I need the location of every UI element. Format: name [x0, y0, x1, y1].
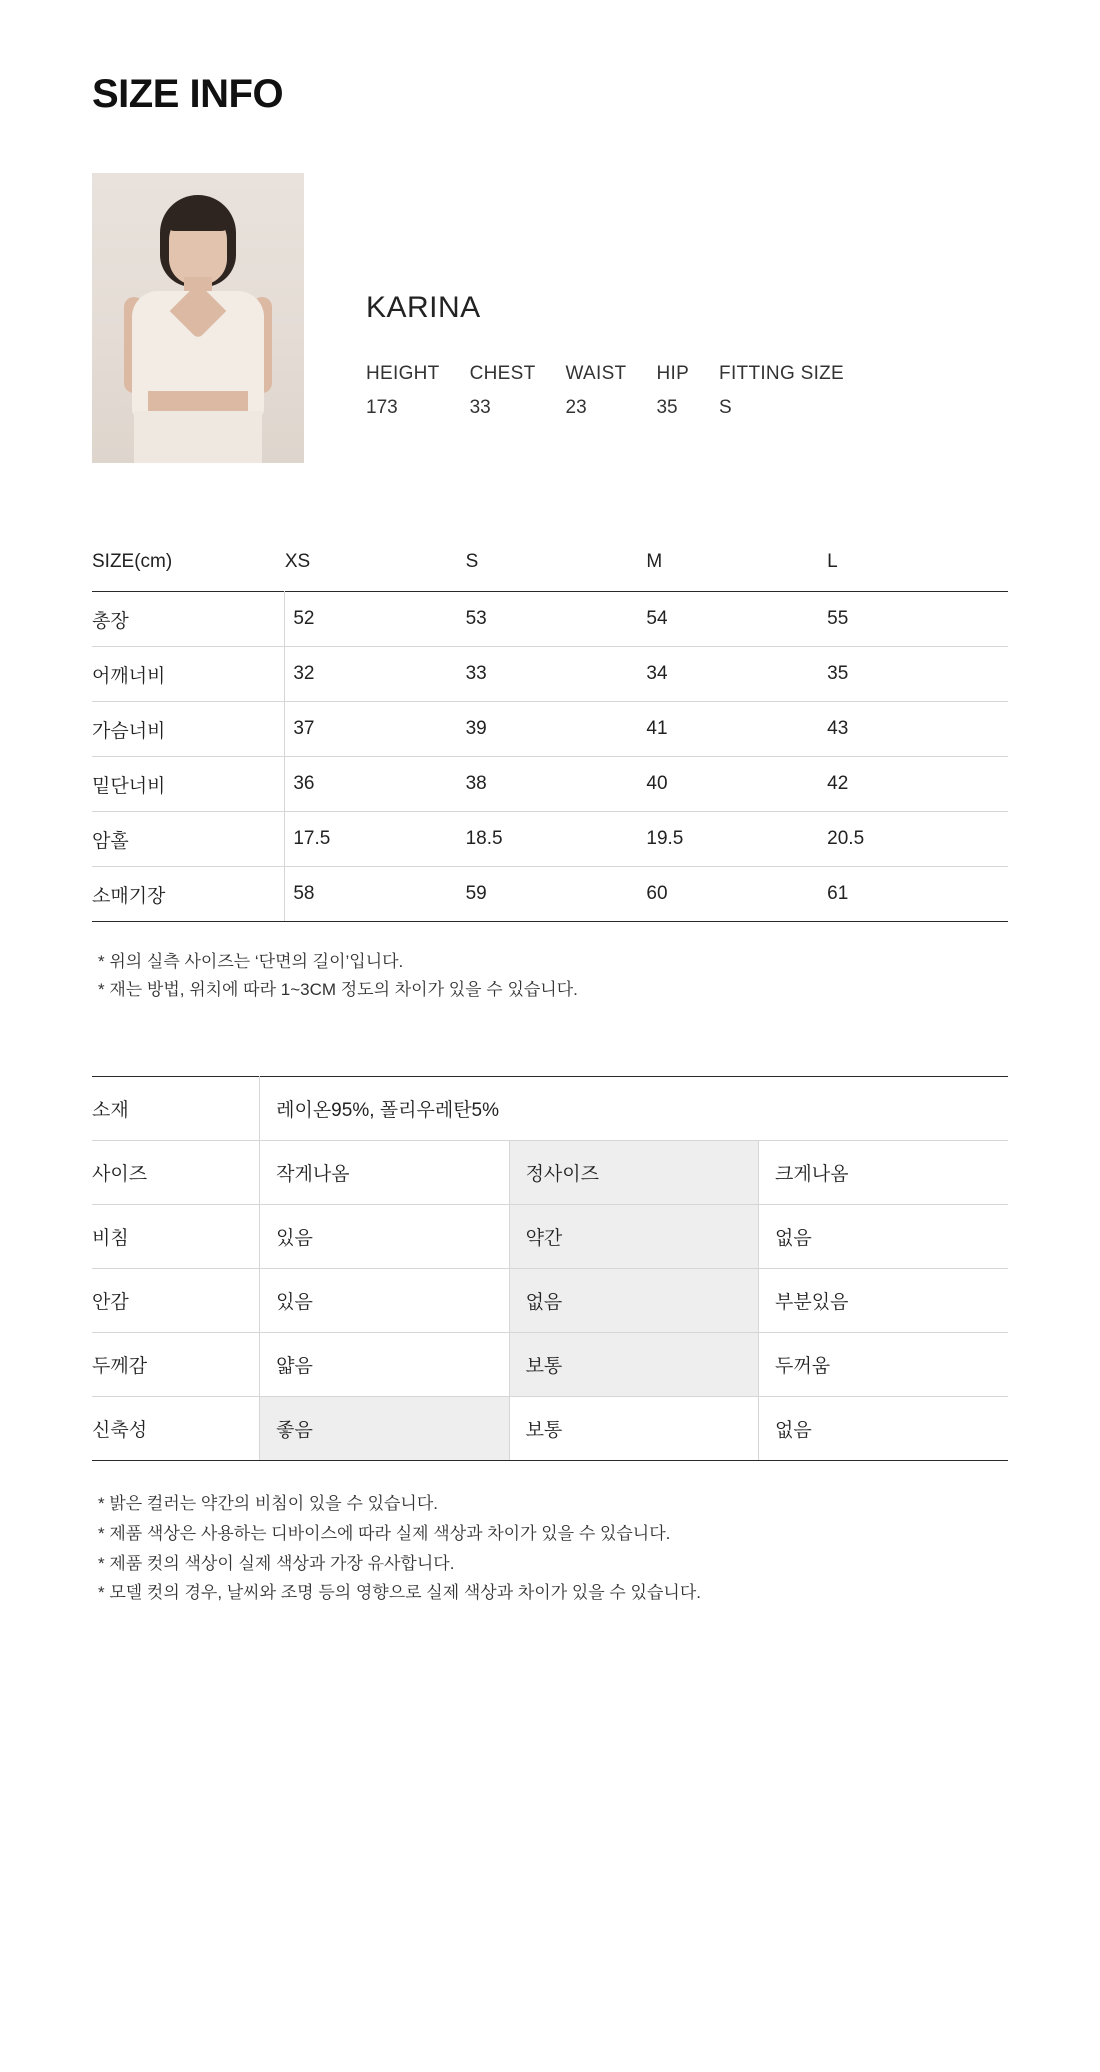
- stat-label: CHEST: [469, 363, 536, 384]
- model-info: [366, 173, 844, 419]
- row-label: 암홀: [92, 812, 285, 867]
- row-label: 밑단너비: [92, 757, 285, 812]
- table-row-elasticity: [92, 1397, 1008, 1461]
- attr-option-elasticity-none[interactable]: 없음: [759, 1397, 1008, 1461]
- attr-label-sheerness: 비침: [92, 1205, 260, 1269]
- footnotes: [92, 1489, 1008, 1608]
- table-row: [92, 757, 1008, 812]
- cell-m: 41: [646, 702, 827, 757]
- table-row-sheerness: [92, 1205, 1008, 1269]
- page-title: SIZE INFO: [92, 72, 284, 116]
- row-label: 가슴너비: [92, 702, 285, 757]
- cell-xs: 52: [285, 592, 466, 647]
- attr-option-lining-no[interactable]: 없음: [509, 1269, 758, 1333]
- model-name: KARINA: [366, 291, 481, 324]
- table-row-thickness: [92, 1333, 1008, 1397]
- size-notes: [92, 948, 1008, 1004]
- attr-option-size-large[interactable]: 크게나옴: [759, 1141, 1008, 1205]
- model-stat-height: [366, 363, 440, 419]
- model-midriff-shape: [148, 391, 248, 411]
- model-stat-fitting-size: [719, 363, 844, 419]
- model-stat-waist: [566, 363, 627, 419]
- attr-option-sheer-slight[interactable]: 약간: [509, 1205, 758, 1269]
- cell-s: 38: [466, 757, 647, 812]
- attr-option-size-true[interactable]: 정사이즈: [509, 1141, 758, 1205]
- header-l: L: [827, 551, 838, 572]
- header-m: M: [646, 551, 663, 572]
- attr-option-elasticity-normal[interactable]: 보통: [509, 1397, 758, 1461]
- cell-s: 39: [466, 702, 647, 757]
- model-stat-chest: [470, 363, 536, 419]
- stat-label: FITTING SIZE: [719, 363, 845, 384]
- attr-label-size: 사이즈: [92, 1141, 260, 1205]
- footnote-line: * 모델 컷의 경우, 날씨와 조명 등의 영향으로 실제 색상과 차이가 있을 수 있습니다.: [98, 1583, 701, 1603]
- attr-label-elasticity: 신축성: [92, 1397, 260, 1461]
- cell-l: 20.5: [827, 812, 1008, 867]
- table-header-row: [92, 551, 1008, 592]
- product-attribute-table: [92, 1076, 1008, 1461]
- attr-option-sheer-yes[interactable]: 있음: [260, 1205, 509, 1269]
- cell-m: 40: [646, 757, 827, 812]
- model-stat-hip: [656, 363, 689, 419]
- row-label: 어깨너비: [92, 647, 285, 702]
- attr-option-lining-partial[interactable]: 부분있음: [759, 1269, 1008, 1333]
- stat-value: 33: [469, 397, 491, 418]
- table-row: [92, 812, 1008, 867]
- cell-m: 19.5: [646, 812, 827, 867]
- stat-value: 173: [366, 397, 398, 418]
- size-table-body: [92, 592, 1008, 922]
- size-note-line: * 위의 실측 사이즈는 ‘단면의 길이’입니다.: [98, 952, 404, 971]
- cell-xs: 58: [285, 867, 466, 922]
- cell-s: 59: [466, 867, 647, 922]
- cell-l: 61: [827, 867, 1008, 922]
- model-bottom-shape: [134, 411, 262, 463]
- table-row-lining: [92, 1269, 1008, 1333]
- attr-option-size-small[interactable]: 작게나옴: [260, 1141, 509, 1205]
- model-photo: [92, 173, 304, 463]
- header-xs: XS: [284, 551, 311, 572]
- cell-l: 55: [827, 592, 1008, 647]
- header-s: S: [465, 551, 479, 572]
- attr-option-thickness-normal[interactable]: 보통: [509, 1333, 758, 1397]
- attr-option-thickness-thin[interactable]: 얇음: [260, 1333, 509, 1397]
- stat-label: HIP: [656, 363, 690, 384]
- cell-m: 54: [646, 592, 827, 647]
- header-size-label: SIZE(cm): [92, 551, 173, 572]
- cell-m: 60: [646, 867, 827, 922]
- stat-value: 35: [656, 397, 678, 418]
- attr-option-sheer-no[interactable]: 없음: [759, 1205, 1008, 1269]
- size-note-line: * 재는 방법, 위치에 따라 1~3CM 정도의 차이가 있을 수 있습니다.: [98, 980, 578, 1000]
- cell-s: 18.5: [466, 812, 647, 867]
- table-row-size-fit: [92, 1141, 1008, 1205]
- footnote-line: * 제품 컷의 색상이 실제 색상과 가장 유사합니다.: [98, 1553, 455, 1573]
- attr-label-lining: 안감: [92, 1269, 260, 1333]
- cell-l: 42: [827, 757, 1008, 812]
- table-row: [92, 592, 1008, 647]
- size-table-header: [92, 551, 1008, 592]
- cell-xs: 37: [285, 702, 466, 757]
- stat-value: 23: [565, 397, 587, 418]
- attr-option-lining-yes[interactable]: 있음: [260, 1269, 509, 1333]
- stat-label: HEIGHT: [366, 363, 440, 384]
- model-block: [92, 173, 1008, 463]
- cell-l: 35: [827, 647, 1008, 702]
- cell-xs: 17.5: [285, 812, 466, 867]
- row-label: 소매기장: [92, 867, 285, 922]
- row-label: 총장: [92, 592, 285, 647]
- attr-label-thickness: 두께감: [92, 1333, 260, 1397]
- attr-option-thickness-thick[interactable]: 두꺼움: [759, 1333, 1008, 1397]
- size-measurement-table: [92, 551, 1008, 922]
- footnote-line: * 제품 색상은 사용하는 디바이스에 따라 실제 색상과 차이가 있을 수 있습니다.: [98, 1523, 671, 1543]
- cell-xs: 32: [285, 647, 466, 702]
- table-row: [92, 702, 1008, 757]
- footnote-line: * 밝은 컬러는 약간의 비침이 있을 수 있습니다.: [98, 1494, 438, 1514]
- model-stats: [366, 363, 844, 419]
- cell-s: 33: [466, 647, 647, 702]
- stat-label: WAIST: [565, 363, 627, 384]
- attr-option-elasticity-good[interactable]: 좋음: [260, 1397, 509, 1461]
- table-row-material: [92, 1077, 1008, 1141]
- model-fringe-shape: [166, 203, 230, 231]
- attr-label-material: 소재: [92, 1077, 260, 1141]
- attribute-table-body: [92, 1077, 1008, 1461]
- table-row: [92, 867, 1008, 922]
- cell-m: 34: [646, 647, 827, 702]
- stat-value: S: [719, 397, 732, 418]
- cell-xs: 36: [285, 757, 466, 812]
- attr-value-material: 레이온95%, 폴리우레탄5%: [260, 1077, 1008, 1141]
- cell-s: 53: [466, 592, 647, 647]
- table-row: [92, 647, 1008, 702]
- cell-l: 43: [827, 702, 1008, 757]
